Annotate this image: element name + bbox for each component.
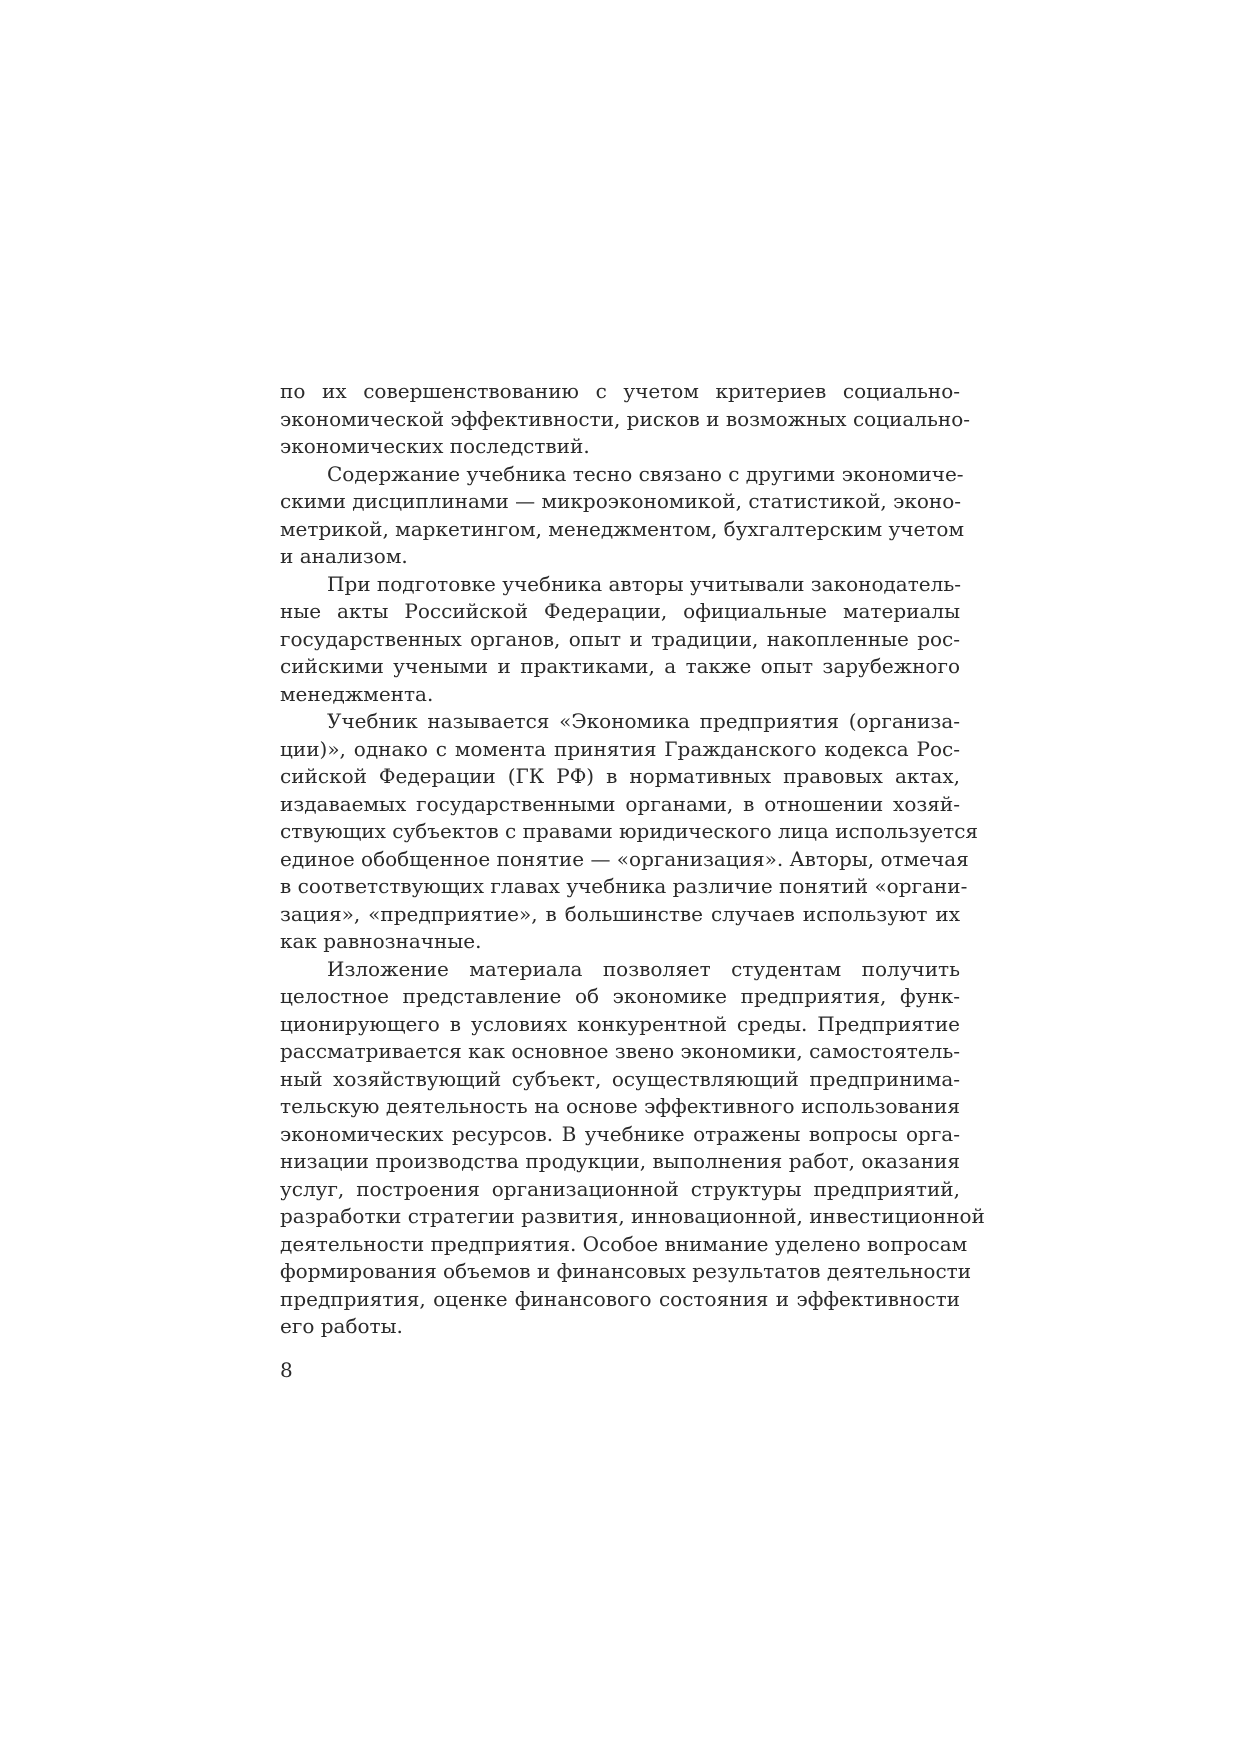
text-line: метрикой, маркетингом, менеджментом, бухгалтерским учетом xyxy=(280,516,965,541)
text-line: менеджмента. xyxy=(280,681,434,706)
text-line: Изложение материала позволяет студентам получить xyxy=(327,956,960,981)
text-line: ствующих субъектов с правами юридического лица используется xyxy=(280,819,979,843)
text-line: тельскую деятельность на основе эффективного использования xyxy=(280,1094,960,1118)
text-line: При подготовке учебника авторы учитывали законодатель- xyxy=(327,571,961,596)
text-line: ционирующего в условиях конкурентной среды. Предприятие xyxy=(280,1011,960,1036)
text-line: сийскими учеными и практиками, а также опыт зарубежного xyxy=(280,654,960,678)
text-line: ции)», однако с момента принятия Гражданского кодекса Рос- xyxy=(280,736,960,761)
page-number: 8 xyxy=(280,1358,293,1382)
body-text xyxy=(280,378,985,1341)
text-line: сийской Федерации (ГК РФ) в нормативных правовых актах, xyxy=(280,764,960,788)
text-line: услуг, построения организационной структуры предприятий, xyxy=(280,1176,960,1201)
text-line: экономических ресурсов. В учебнике отражены вопросы орга- xyxy=(280,1121,960,1146)
text-line: разработки стратегии развития, инновационной, инвестиционной xyxy=(280,1204,985,1228)
text-line: зация», «предприятие», в большинстве случаев используют их xyxy=(280,901,960,926)
text-line: единое обобщенное понятие — «организация». Авторы, отмечая xyxy=(280,846,969,871)
paragraph xyxy=(280,956,985,1341)
text-line: Содержание учебника тесно связано с другими экономиче- xyxy=(327,461,964,486)
paragraph xyxy=(280,378,971,461)
text-line: ный хозяйствующий субъект, осуществляющий предпринима- xyxy=(280,1066,960,1091)
text-line: целостное представление об экономике предприятия, функ- xyxy=(280,984,960,1008)
text-line: скими дисциплинами — микроэкономикой, статистикой, эконо- xyxy=(280,489,961,513)
text-line: ные акты Российской Федерации, официальные материалы xyxy=(280,599,960,623)
text-line: издаваемых государственными органами, в отношении хозяй- xyxy=(280,791,960,816)
text-line: государственных органов, опыт и традиции, накопленные рос- xyxy=(280,626,960,651)
text-line: Учебник называется «Экономика предприятия (организа- xyxy=(327,709,960,733)
paragraph xyxy=(280,571,960,709)
text-line: деятельности предприятия. Особое внимание уделено вопросам xyxy=(280,1231,968,1256)
text-line: экономических последствий. xyxy=(280,434,590,458)
text-line: рассматривается как основное звено экономики, самостоятель- xyxy=(280,1039,960,1063)
paragraph xyxy=(280,708,979,956)
text-line: как равнозначные. xyxy=(280,929,482,953)
text-line: и анализом. xyxy=(280,544,408,568)
text-line: формирования объемов и финансовых результатов деятельности xyxy=(280,1259,972,1283)
text-line: в соответствующих главах учебника различие понятий «органи- xyxy=(280,874,968,898)
text-line: по их совершенствованию с учетом критериев социально- xyxy=(280,379,960,403)
text-line: низации производства продукции, выполнения работ, оказания xyxy=(280,1149,960,1173)
text-line: предприятия, оценке финансового состояния и эффективности xyxy=(280,1286,960,1311)
paragraph xyxy=(280,461,965,571)
text-line: экономической эффективности, рисков и возможных социально- xyxy=(280,406,971,431)
text-line: его работы. xyxy=(280,1314,403,1338)
